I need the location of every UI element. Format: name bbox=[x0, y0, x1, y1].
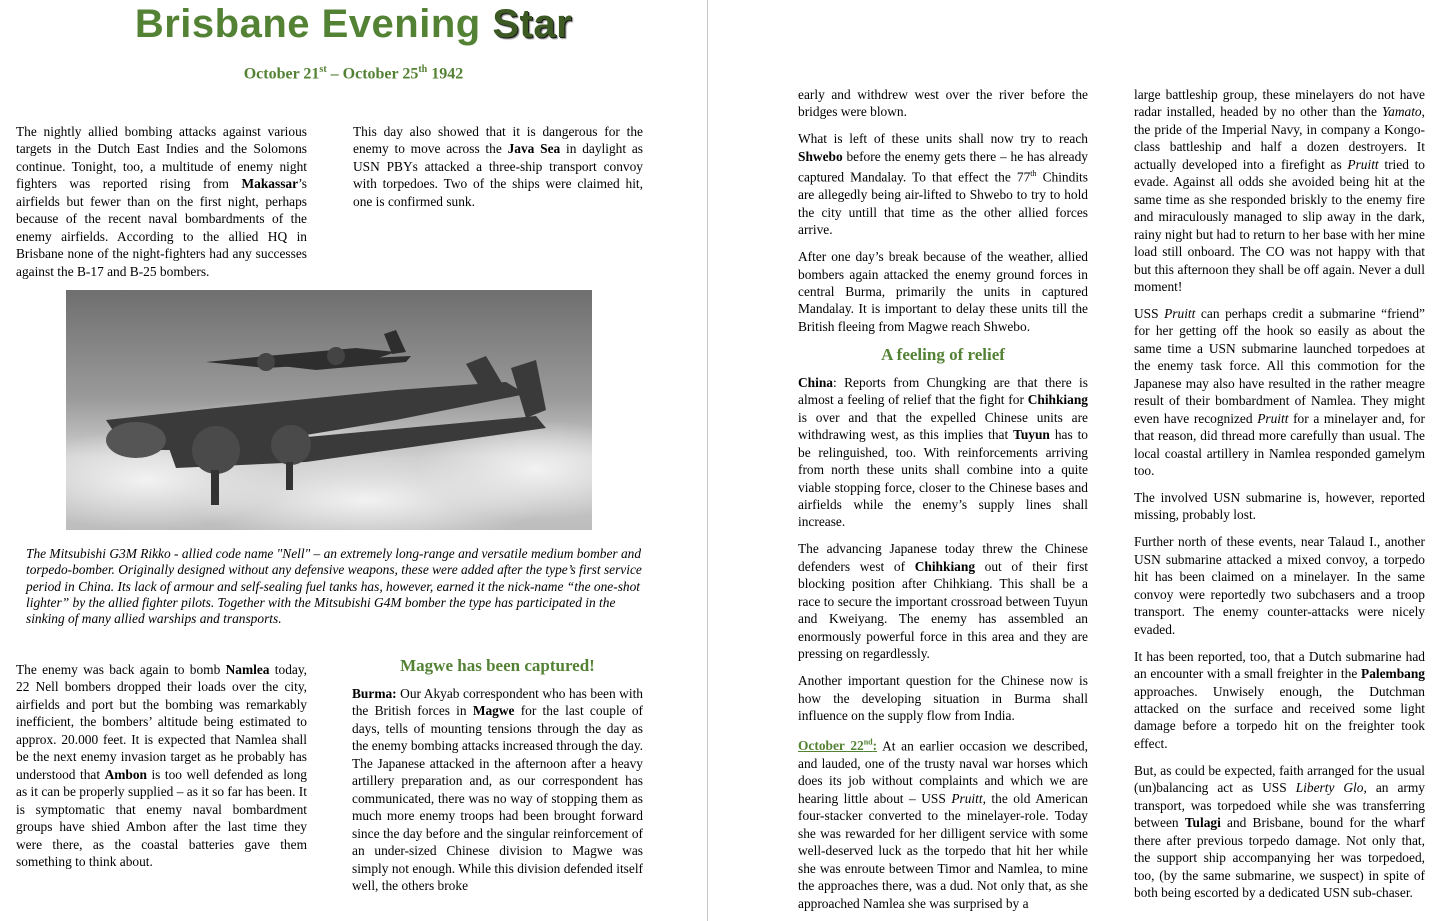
article-heading: A feeling of relief bbox=[881, 344, 1005, 364]
article-paragraph: early and withdrew west over the river before the bridges were blown. bbox=[798, 87, 1088, 120]
issue-date: October 21st – October 25th 1942 bbox=[243, 64, 464, 83]
masthead-title-star: Star bbox=[492, 2, 573, 46]
article-paragraph: Further north of these events, near Talaud I., another USN submarine attacked a mixed convoy, a torpedo hit has been claimed on a minelayer. In the same convoy were reportedly two subchasers and a troop transport. The enemy counter-attacks were nicely evaded. bbox=[1134, 534, 1425, 637]
article-paragraph: Another important question for the Chinese now is how the developing situation in Burma shall influence on the supply flow from India. bbox=[798, 673, 1088, 724]
article-paragraph: It has been reported, too, that a Dutch submarine had an encounter with a small freighter in the Palembang approaches. Unwisely enough, the Dutchman attacked on the surface and received some light damage before a torpedo hit on the freighter took effect. bbox=[1134, 648, 1425, 751]
article-column-3 bbox=[16, 661, 307, 880]
article-paragraph: The involved USN submarine is, however, reported missing, probably lost. bbox=[1134, 489, 1425, 523]
bomber-aircraft-photo bbox=[66, 290, 592, 530]
article-column-6 bbox=[1134, 86, 1425, 911]
article-paragraph: Burma: Our Akyab correspondent who has been with the British forces in Magwe for the last couple of days, tells of mounting tensions through the day as the enemy bombing attacks increased through the day. The Japanese attacked in the afternoon after a heavy artillery preparation and, as our correspondent has communicated, there was no way of stopping them as much more enemy troops had been brought forward since the day before and the singular reinforcement of an under-sized Chinese division to Magwe was simply not enough. While this division defended itself well, the others broke bbox=[352, 686, 643, 893]
article-column-2 bbox=[353, 123, 643, 220]
article-heading: Magwe has been captured! bbox=[400, 656, 595, 675]
article-paragraph: China: Reports from Chungking are that there is almost a feeling of relief that the fight for Chihkiang is over and that the expelled Chinese units are withdrawing west, as this implies that Tuyun has to be relinguished, too. With reinforcements arriving from north these units shall combine into a quite viable stopping force, closer to the Chinese bases and airfields while the enemy’s supply lines shall increase. bbox=[798, 374, 1089, 530]
article-paragraph: October 22nd: At an earlier occasion we described, and lauded, one of the trusty naval war horses which does its job without complaints and which we are hearing little about – USS Pruitt, the old American four-stacker converted to the minelayer-role. Today she was rewarded for her dilligent service with some well-deserved luck as the torpedo that hit her while she was enroute between Timor and Namlea, to mine the approaches there, was a dud. Not only that, as she approached Namlea she was surprised by a bbox=[798, 737, 1088, 911]
article-column-1 bbox=[16, 123, 307, 290]
article-paragraph: After one day’s break because of the weather, allied bombers again attacked the enemy ground forces in central Burma, primarily the units in captured Mandalay. It is important to delay these units till the British fleeing from Magwe reach Shwebo. bbox=[798, 249, 1088, 334]
article-paragraph: This day also showed that it is dangerous for the enemy to move across the Java Sea in daylight as USN PBYs attacked a three-ship transport convoy with torpedoes. Two of the ships were claimed hit, one is confirmed sunk. bbox=[353, 124, 644, 209]
article-paragraph: The enemy was back again to bomb Namlea today, 22 Nell bombers dropped their loads over the city, airfields and port but the bombing was remarkably inefficient, the bombers’ altitude being estimated to approx. 20.000 feet. It is expected that Namlea shall be the next enemy invasion target as he probably has understood that Ambon is too well defended as long as it can be properly supplied – as it so far has been. It is symptomatic that enemy naval bombardment groups have shied Ambon after the last time they were there, as the coastal batteries gave them something to think about. bbox=[16, 662, 308, 869]
photo-caption: The Mitsubishi G3M Rikko - allied code name "Nell" – an extremely long-range and versatile medium bomber and torpedo-bomber. Originally designed without any defensive weapons, these were added after the type’s first service period in China. Its lack of armour and self-sealing fuel tanks has, however, earned it the nick-name “the one-shot lighter” by the allied fighter pilots. Together with the Mitsubishi G4M bomber the type has participated in the sinking of many allied warships and transports. bbox=[26, 546, 642, 627]
article-paragraph: What is left of these units shall now try to reach Shwebo before the enemy gets there – he has already captured Mandalay. To that effect the 77th Chindits are allegedly being air-lifted to Shwebo to try to hold the city untill that time as the other allied forces arrive. bbox=[798, 131, 1088, 238]
article-paragraph: The nightly allied bombing attacks against various targets in the Dutch East Indies and the Solomons continue. Tonight, too, a multitude of enemy night fighters was reported rising from Makassar’s airfields but fewer than on the first night, perhaps because of the recent naval bombardments of the enemy airfields. According to the allied HQ in Brisbane none of the night-fighters had any successes against the B-17 and B-25 bombers. bbox=[16, 124, 307, 279]
article-column-5 bbox=[798, 86, 1088, 921]
article-paragraph: large battleship group, these minelayers do not have radar installed, headed by no other than the Yamato, the pride of the Imperial Navy, in company a Kongo-class battleship and half a dozen destroyers. It actually developed into a firefight as Pruitt tried to evade. Against all odds she avoided being hit at the same time as she responded briskly to the enemy fire and miraculously managed to slip away in the dark, rainy night but had to return to her base with her mine load still onboard. The CO was not happy with that but this afternoon they shall be off again. Never a dull moment! bbox=[1134, 87, 1426, 294]
article-paragraph: But, as could be expected, faith arranged for the usual (un)balancing act as USS Liberty Glo, an army transport, was torpedoed while she was transferring between Tulagi and Brisbane, bound for the wharf there after previous torpedo damage. Not only that, the support ship accompanying her was torpedoed, too, (by the same submarine, we suspect) in spite of both being escorted by a dedicated USN sub-chaser. bbox=[1134, 762, 1425, 900]
newspaper-masthead bbox=[0, 2, 707, 47]
dateline-october-22: October 22nd: bbox=[798, 737, 878, 754]
page-divider bbox=[707, 0, 708, 921]
article-paragraph: USS Pruitt can perhaps credit a submarine “friend” for her getting off the hook so easily as about the same time a USN submarine launched torpedoes at the enemy task force. All this commotion for the Japanese may also have resulted in the rather meagre result of their bombardment of Namlea. They might even have recognized Pruitt for a minelayer and, for that reason, did thread more carefully than usual. The local coastal artillery in Namlea responded gamelym too. bbox=[1134, 305, 1425, 479]
article-paragraph: The advancing Japanese today threw the Chinese defenders west of Chihkiang out of their first blocking position after Chihkiang. This shall be a race to secure the important crossroad between Tuyun and Kweiyang. The enemy has assembled an enormously powerful force in this area and they are pressing on regardlessly. bbox=[798, 541, 1089, 662]
masthead-title: Brisbane Evening bbox=[134, 2, 481, 46]
article-column-4 bbox=[352, 656, 643, 904]
